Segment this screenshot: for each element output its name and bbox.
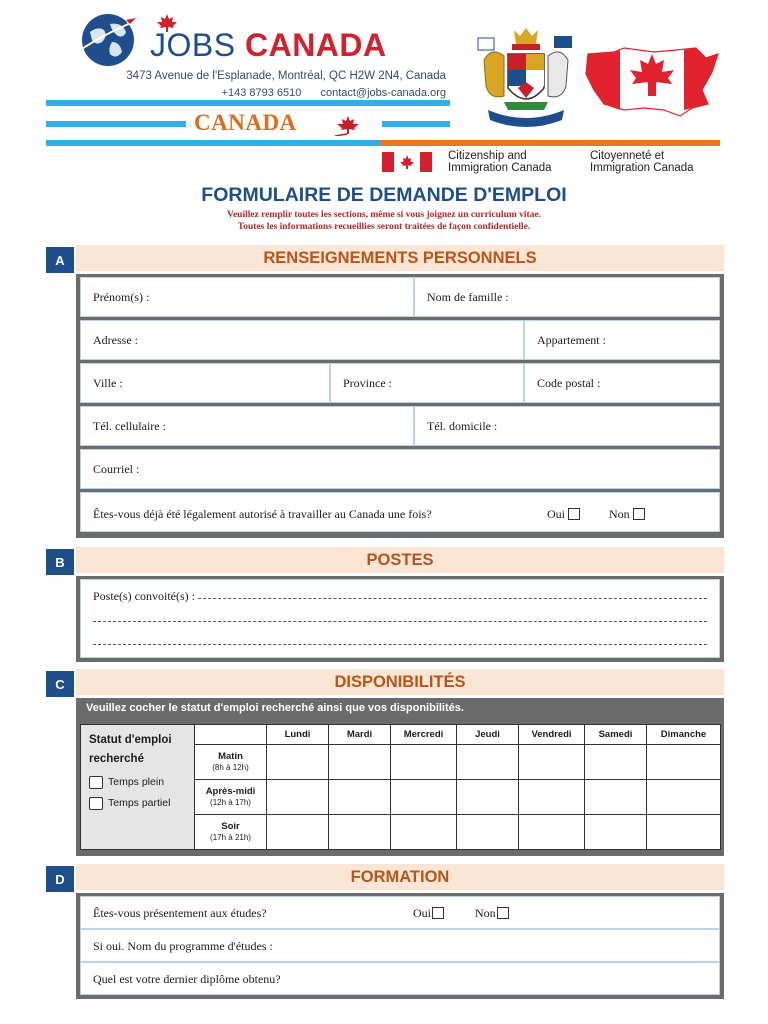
cell-phone-label: Tél. cellulaire : [93, 419, 166, 433]
availability-cell[interactable] [457, 745, 519, 780]
day-header: Lundi [267, 725, 329, 745]
authorized-no-option[interactable] [609, 507, 645, 522]
work-authorization-row [80, 492, 720, 532]
time-slot-label [195, 745, 267, 780]
page-title: FORMULAIRE DE DEMANDE D'EMPLOI [201, 184, 567, 206]
availability-cell[interactable] [329, 815, 391, 850]
section-d-title: FORMATION [76, 864, 724, 890]
full-time-label: Temps plein [108, 776, 165, 788]
form-row [80, 277, 720, 317]
cell-phone-field[interactable] [80, 406, 414, 446]
company-email: contact@jobs-canada.org [320, 87, 446, 99]
availability-cell[interactable] [329, 745, 391, 780]
canada-flag-map-icon [584, 44, 722, 122]
availability-cell[interactable] [647, 780, 721, 815]
form-row [80, 363, 720, 403]
availability-cell[interactable] [391, 780, 457, 815]
slot-hours: (8h à 12h) [212, 763, 249, 772]
studying-no-label: Non [475, 906, 496, 920]
address-field[interactable] [80, 320, 524, 360]
positions-field[interactable] [80, 579, 720, 658]
authorized-no-checkbox[interactable] [633, 508, 645, 520]
subtitle-line-2: Toutes les informations recueillies seront traitées de façon confidentielle. [237, 222, 531, 232]
authorized-yes-label: Oui [547, 507, 565, 521]
part-time-option[interactable] [89, 793, 194, 813]
day-header: Samedi [585, 725, 647, 745]
company-contact [110, 87, 446, 99]
coat-of-arms-icon [474, 26, 578, 134]
corner-cell [195, 725, 267, 745]
studying-no-option[interactable] [475, 906, 509, 921]
maple-leaf-icon [331, 116, 365, 136]
day-header: Jeudi [457, 725, 519, 745]
program-name-field[interactable] [80, 929, 720, 962]
education-panel [76, 893, 724, 999]
last-diploma-label: Quel est votre dernier diplôme obtenu? [93, 972, 281, 986]
brand-part-canada: CANADA [244, 27, 387, 63]
authorized-yes-checkbox[interactable] [568, 508, 580, 520]
studying-yes-label: Oui [413, 906, 431, 920]
studying-no-checkbox[interactable] [497, 907, 509, 919]
availability-cell[interactable] [585, 780, 647, 815]
day-header: Vendredi [519, 725, 585, 745]
last-name-field[interactable] [414, 277, 720, 317]
section-b-title: POSTES [76, 547, 724, 573]
decor-bar [46, 140, 380, 146]
email-field[interactable] [80, 449, 720, 489]
form-row [80, 962, 720, 995]
availability-cell[interactable] [585, 745, 647, 780]
write-line [93, 621, 707, 622]
day-header: Mercredi [391, 725, 457, 745]
section-c-title: DISPONIBILITÉS [76, 669, 724, 695]
email-label: Courriel : [93, 462, 140, 476]
company-phone: +143 8793 6510 [221, 87, 302, 99]
availability-panel [76, 698, 724, 856]
banner-canada-word: CANADA [194, 110, 297, 135]
postal-code-label: Code postal : [537, 376, 601, 390]
brand-wordmark [150, 26, 387, 64]
form-row [80, 320, 720, 360]
authorized-yes-option[interactable] [547, 507, 580, 522]
home-phone-field[interactable] [414, 406, 720, 446]
availability-cell[interactable] [519, 780, 585, 815]
availability-cell[interactable] [391, 815, 457, 850]
decor-bar [46, 100, 450, 106]
form-row [80, 449, 720, 489]
studying-question: Êtes-vous présentement aux études? [93, 906, 267, 920]
section-d-letter: D [46, 866, 74, 892]
slot-name: Matin [218, 751, 243, 762]
subtitle-line-1: Veuillez remplir toutes les sections, même si vous joignez un curriculum vitae. [226, 210, 542, 220]
positions-panel [76, 576, 724, 662]
full-time-checkbox[interactable] [89, 776, 103, 789]
availability-cell[interactable] [647, 815, 721, 850]
first-name-label: Prénom(s) : [93, 290, 150, 304]
availability-cell[interactable] [457, 780, 519, 815]
home-phone-label: Tél. domicile : [427, 419, 498, 433]
availability-cell[interactable] [457, 815, 519, 850]
authorized-no-label: Non [609, 507, 630, 521]
apartment-field[interactable] [524, 320, 720, 360]
province-field[interactable] [330, 363, 524, 403]
table-header-row [81, 725, 721, 745]
last-diploma-field[interactable] [80, 962, 720, 995]
availability-table [80, 724, 721, 850]
availability-cell[interactable] [519, 815, 585, 850]
postal-code-field[interactable] [524, 363, 720, 403]
city-label: Ville : [93, 376, 123, 390]
availability-cell[interactable] [585, 815, 647, 850]
form-row [80, 492, 720, 532]
time-slot-label [195, 780, 267, 815]
positions-label: Poste(s) convoité(s) : [93, 589, 195, 603]
work-authorization-question: Êtes-vous déjà été légalement autorisé à travailler au Canada une fois? [93, 507, 432, 521]
apartment-label: Appartement : [537, 333, 606, 347]
availability-cell[interactable] [519, 745, 585, 780]
availability-cell[interactable] [267, 780, 329, 815]
section-c-letter: C [46, 671, 74, 697]
studying-yes-option[interactable] [413, 906, 444, 921]
section-a-title: RENSEIGNEMENTS PERSONNELS [76, 245, 724, 271]
write-line [93, 644, 707, 645]
day-header: Dimanche [647, 725, 721, 745]
section-b-letter: B [46, 549, 74, 575]
slot-hours: (12h à 17h) [210, 798, 251, 807]
part-time-label: Temps partiel [108, 797, 171, 809]
availability-cell[interactable] [267, 745, 329, 780]
studying-yes-checkbox[interactable] [432, 907, 444, 919]
city-field[interactable] [80, 363, 330, 403]
employment-status-label: Statut d'emploi recherché [89, 734, 172, 765]
employment-status-cell [81, 725, 195, 850]
letterhead [0, 0, 768, 180]
full-time-option[interactable] [89, 772, 194, 792]
globe-logo-icon [78, 12, 140, 68]
day-header: Mardi [329, 725, 391, 745]
form-row [80, 406, 720, 446]
form-row [80, 896, 720, 929]
last-name-label: Nom de famille : [427, 290, 509, 304]
form-row [80, 929, 720, 962]
time-slot-label [195, 815, 267, 850]
province-label: Province : [343, 376, 392, 390]
program-name-label: Si oui. Nom du programme d'études : [93, 939, 273, 953]
availability-cell[interactable] [391, 745, 457, 780]
decor-bar [382, 121, 450, 127]
personal-info-panel [76, 274, 724, 538]
cic-name-french: Citoyenneté et Immigration Canada [590, 150, 694, 174]
company-address: 3473 Avenue de l'Esplanade, Montréal, QC H2W 2N4, Canada [126, 70, 446, 82]
canada-flag-icon [382, 152, 432, 172]
decor-orange-bar [380, 140, 720, 146]
part-time-checkbox[interactable] [89, 797, 103, 810]
decor-bar [46, 121, 186, 127]
slot-hours: (17h à 21h) [210, 833, 251, 842]
availability-instructions: Veuillez cocher le statut d'emploi recherché ainsi que vos disponibilités. [86, 702, 464, 714]
address-label: Adresse : [93, 333, 138, 347]
availability-cell[interactable] [647, 745, 721, 780]
availability-cell[interactable] [267, 815, 329, 850]
section-a-letter: A [46, 247, 74, 273]
cic-name-english: Citizenship and Immigration Canada [448, 150, 552, 174]
slot-name: Soir [221, 821, 240, 832]
brand-part-jobs: JOBS [150, 27, 236, 63]
slot-name: Après-midi [205, 786, 256, 797]
first-name-field[interactable] [80, 277, 414, 317]
studying-row [80, 896, 720, 929]
availability-cell[interactable] [329, 780, 391, 815]
